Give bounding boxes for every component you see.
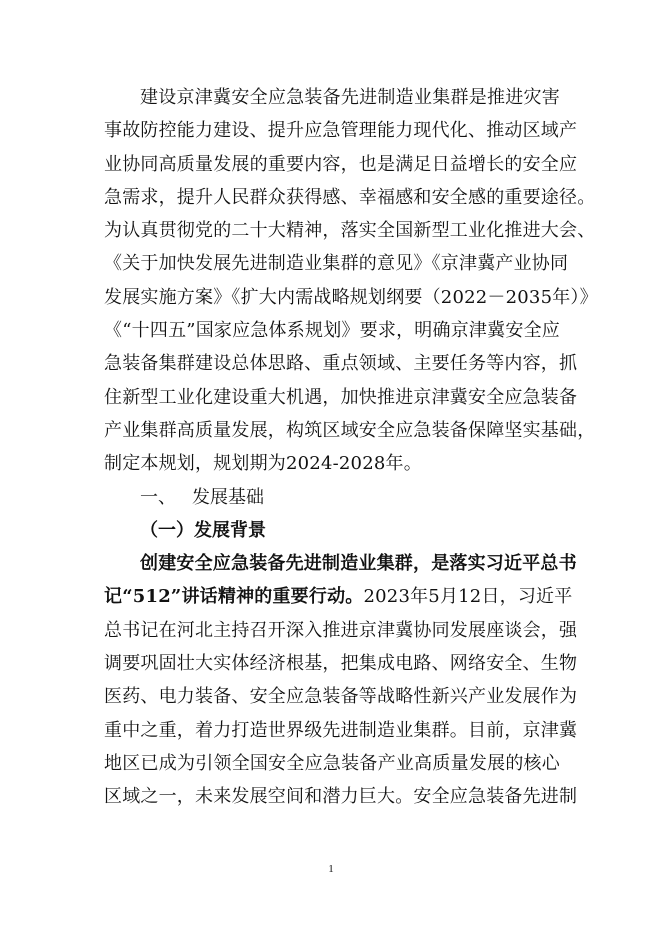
- text-line: 事故防控能力建设、提升应急管理能力现代化、推动区域产: [104, 120, 578, 142]
- regular-text: 2023年5月12日，习近平: [363, 586, 573, 608]
- text-line: 为认真贯彻党的二十大精神，落实全国新型工业化推进大会、: [104, 220, 596, 242]
- paragraph-background: [104, 547, 578, 813]
- text-line: 制定本规划，规划期为2024-2028年。: [104, 453, 422, 475]
- text-line: 《“十四五”国家应急体系规划》要求，明确京津冀安全应: [104, 320, 560, 342]
- text-line: 重中之重，着力打造世界级先进制造业集群。目前，京津冀: [104, 719, 578, 741]
- text-line: 地区已成为引领全国安全应急装备产业高质量发展的核心: [104, 752, 560, 774]
- bold-lead-text: 记“512”讲话精神的重要行动。: [104, 586, 364, 608]
- document-body: [104, 81, 598, 814]
- text-line: 急装备集群建设总体思路、重点领域、主要任务等内容，抓: [104, 353, 578, 375]
- text-line: 建设京津冀安全应急装备先进制造业集群是推进灾害: [140, 87, 560, 108]
- text-line: 总书记在河北主持召开深入推进京津冀协同发展座谈会，强: [104, 619, 578, 641]
- text-line: 《关于加快发展先进制造业集群的意见》《京津冀产业协同: [104, 253, 569, 275]
- text-line: 调要巩固壮大实体经济根基，把集成电路、网络安全、生物: [104, 653, 578, 675]
- section-heading: [104, 481, 560, 514]
- text-line: 住新型工业化建设重大机遇，加快推进京津冀安全应急装备: [104, 386, 578, 408]
- paragraph-intro: [104, 81, 598, 481]
- text-line: 业协同高质量发展的重要内容，也是满足日益增长的安全应: [104, 153, 578, 175]
- section-title: 发展基础: [192, 486, 264, 508]
- text-line: 产业集群高质量发展，构筑区域安全应急装备保障坚实基础，: [104, 419, 596, 441]
- section-number: 一、: [140, 486, 176, 508]
- subsection-heading: （一）发展背景: [140, 519, 266, 541]
- text-line: 急需求，提升人民群众获得感、幸福感和安全感的重要途径。: [104, 186, 596, 208]
- text-line: 区域之一，未来发展空间和潜力巨大。安全应急装备先进制: [104, 786, 578, 808]
- text-line: 医药、电力装备、安全应急装备等战略性新兴产业发展作为: [104, 686, 578, 708]
- page-number: 1: [328, 863, 334, 875]
- text-line: 发展实施方案》《扩大内需战略规划纲要（2022－2035年）》: [104, 286, 598, 308]
- text-line-bold: 创建安全应急装备先进制造业集群，是落实习近平总书: [140, 553, 577, 575]
- text-line: [104, 580, 573, 613]
